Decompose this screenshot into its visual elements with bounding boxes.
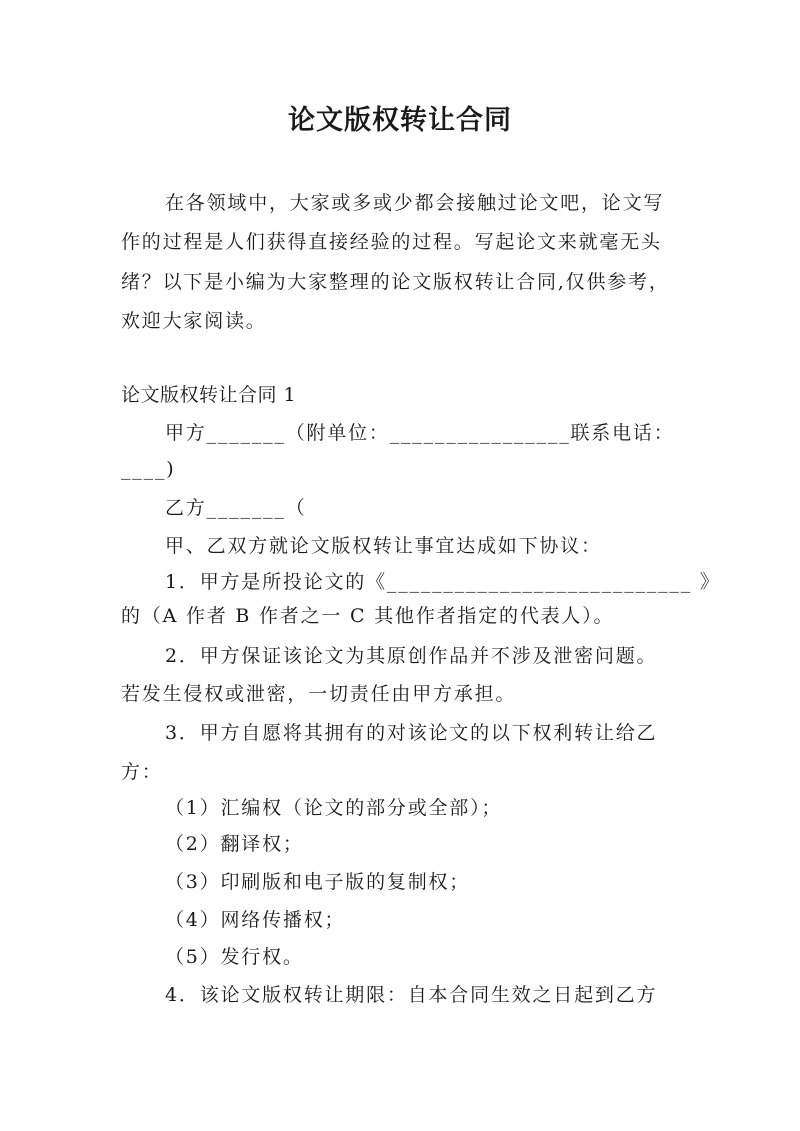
intro-line: 在各领域中，大家或多或少都会接触过论文吧，论文写 — [165, 192, 665, 214]
rights-item: （5）发行权。 — [165, 946, 304, 968]
rights-item: （1）汇编权（论文的部分或全部）； — [165, 797, 503, 819]
party-b-line: 乙方_______（ — [165, 497, 307, 519]
intro-line: 绪？以下是小编为大家整理的论文版权转让合同,仅供参考， — [121, 271, 670, 293]
party-a-line-cont: ____) — [121, 458, 176, 480]
clause-1: 1．甲方是所投论文的《___________________________ 》 — [165, 571, 721, 593]
agreement-intro: 甲、乙双方就论文版权转让事宜达成如下协议： — [165, 535, 602, 557]
clause-2-cont: 若发生侵权或泄密，一切责任由甲方承担。 — [121, 683, 517, 705]
clause-3-cont: 方： — [121, 761, 163, 783]
clause-1-cont: 的（A 作者 B 作者之一 C 其他作者指定的代表人）。 — [121, 605, 615, 627]
rights-item: （4）网络传播权； — [165, 909, 346, 931]
party-a-line: 甲方_______（附单位：________________联系电话： — [165, 422, 675, 444]
clause-2: 2．甲方保证该论文为其原创作品并不涉及泄密问题。 — [165, 645, 658, 667]
clause-3: 3．甲方自愿将其拥有的对该论文的以下权利转让给乙 — [165, 722, 658, 744]
intro-line: 作的过程是人们获得直接经验的过程。写起论文来就毫无头 — [121, 231, 662, 253]
clause-4: 4．该论文版权转让期限：自本合同生效之日起到乙方 — [165, 984, 658, 1006]
section-heading: 论文版权转让合同 1 — [121, 384, 297, 406]
intro-line: 欢迎大家阅读。 — [121, 310, 267, 332]
rights-item: （2）翻译权； — [165, 833, 304, 855]
document-title: 论文版权转让合同 — [288, 105, 512, 136]
rights-item: （3）印刷版和电子版的复制权； — [165, 871, 471, 893]
